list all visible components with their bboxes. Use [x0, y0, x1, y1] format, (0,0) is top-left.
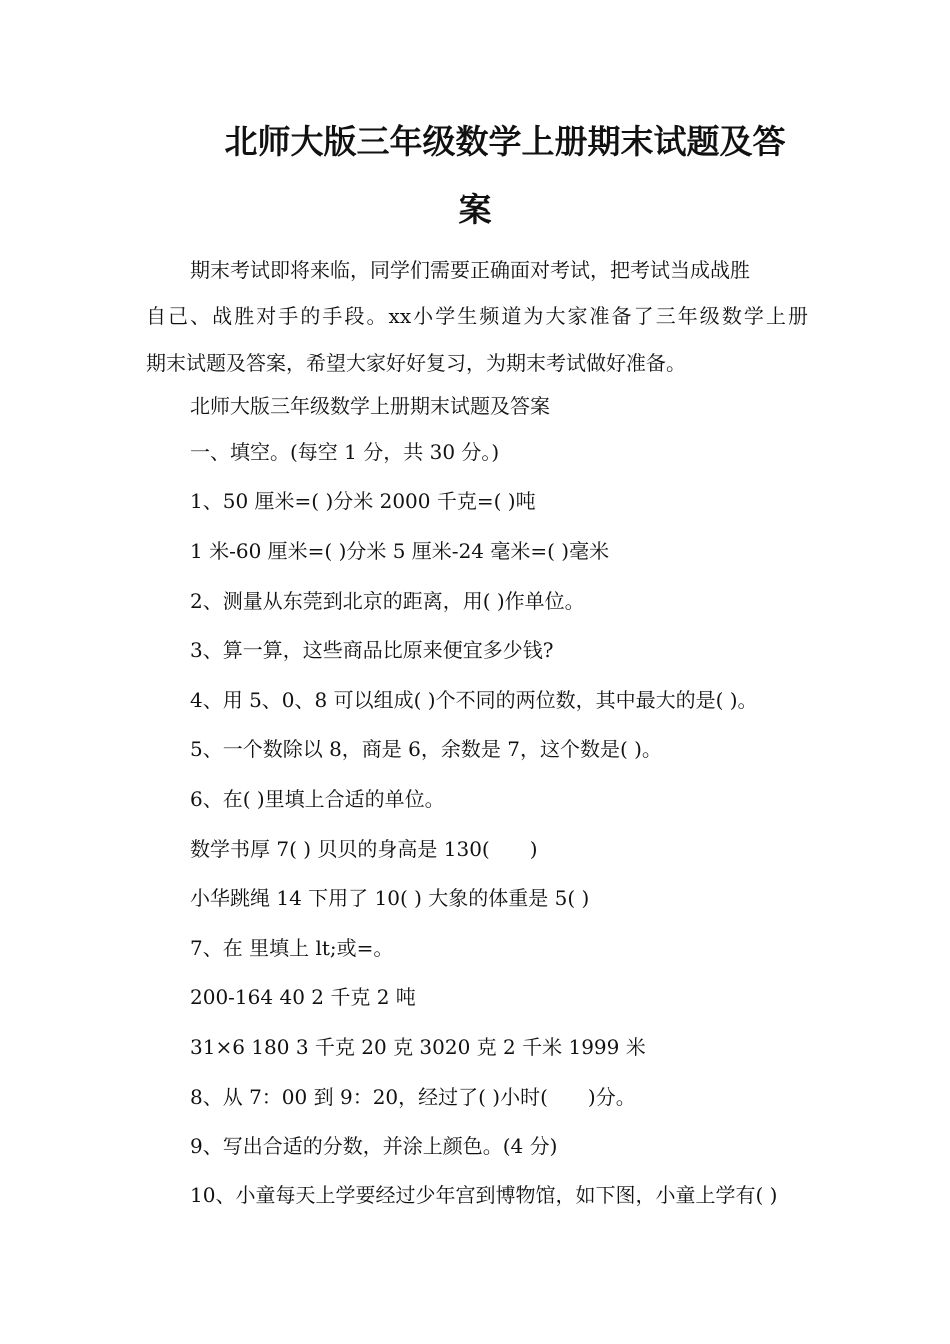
question-7: 7、在 里填上 lt;或=。	[190, 936, 394, 960]
question-3: 3、算一算，这些商品比原来便宜多少钱?	[190, 638, 554, 662]
intro-paragraph-line-3: 期末试题及答案，希望大家好好复习，为期末考试做好准备。	[146, 351, 686, 375]
section-heading: 北师大版三年级数学上册期末试题及答案	[190, 394, 550, 418]
question-9: 9、写出合适的分数，并涂上颜色。(4 分)	[190, 1134, 558, 1158]
document-title-line-1: 北师大版三年级数学上册期末试题及答	[224, 122, 786, 161]
intro-paragraph-line-1: 期末考试即将来临，同学们需要正确面对考试，把考试当成战胜	[190, 258, 750, 282]
question-7-line-2: 31×6 180 3 千克 20 克 3020 克 2 千米 1999 米	[190, 1035, 646, 1059]
question-8: 8、从 7：00 到 9：20，经过了( )小时( )分。	[190, 1085, 636, 1109]
intro-paragraph-line-2: 自己、战胜对手的手段。xx小学生频道为大家准备了三年级数学上册	[146, 304, 808, 328]
question-1-line-2: 1 米-60 厘米=( )分米 5 厘米-24 毫米=( )毫米	[190, 539, 610, 563]
question-2: 2、测量从东莞到北京的距离，用( )作单位。	[190, 589, 585, 613]
question-6-line-1: 数学书厚 7( ) 贝贝的身高是 130( )	[190, 837, 538, 861]
question-7-line-1: 200-164 40 2 千克 2 吨	[190, 985, 416, 1009]
document-title-line-2: 案	[458, 190, 492, 229]
question-4: 4、用 5、0、8 可以组成( )个不同的两位数，其中最大的是( )。	[190, 688, 758, 712]
question-10: 10、小童每天上学要经过少年宫到博物馆，如下图，小童上学有( )	[190, 1183, 778, 1207]
question-part-one-heading: 一、填空。(每空 1 分，共 30 分。)	[190, 440, 500, 464]
question-1-line-1: 1、50 厘米=( )分米 2000 千克=( )吨	[190, 489, 536, 513]
question-5: 5、一个数除以 8，商是 6，余数是 7，这个数是( )。	[190, 737, 662, 761]
question-6-line-2: 小华跳绳 14 下用了 10( ) 大象的体重是 5( )	[190, 886, 590, 910]
question-6: 6、在( )里填上合适的单位。	[190, 787, 445, 811]
